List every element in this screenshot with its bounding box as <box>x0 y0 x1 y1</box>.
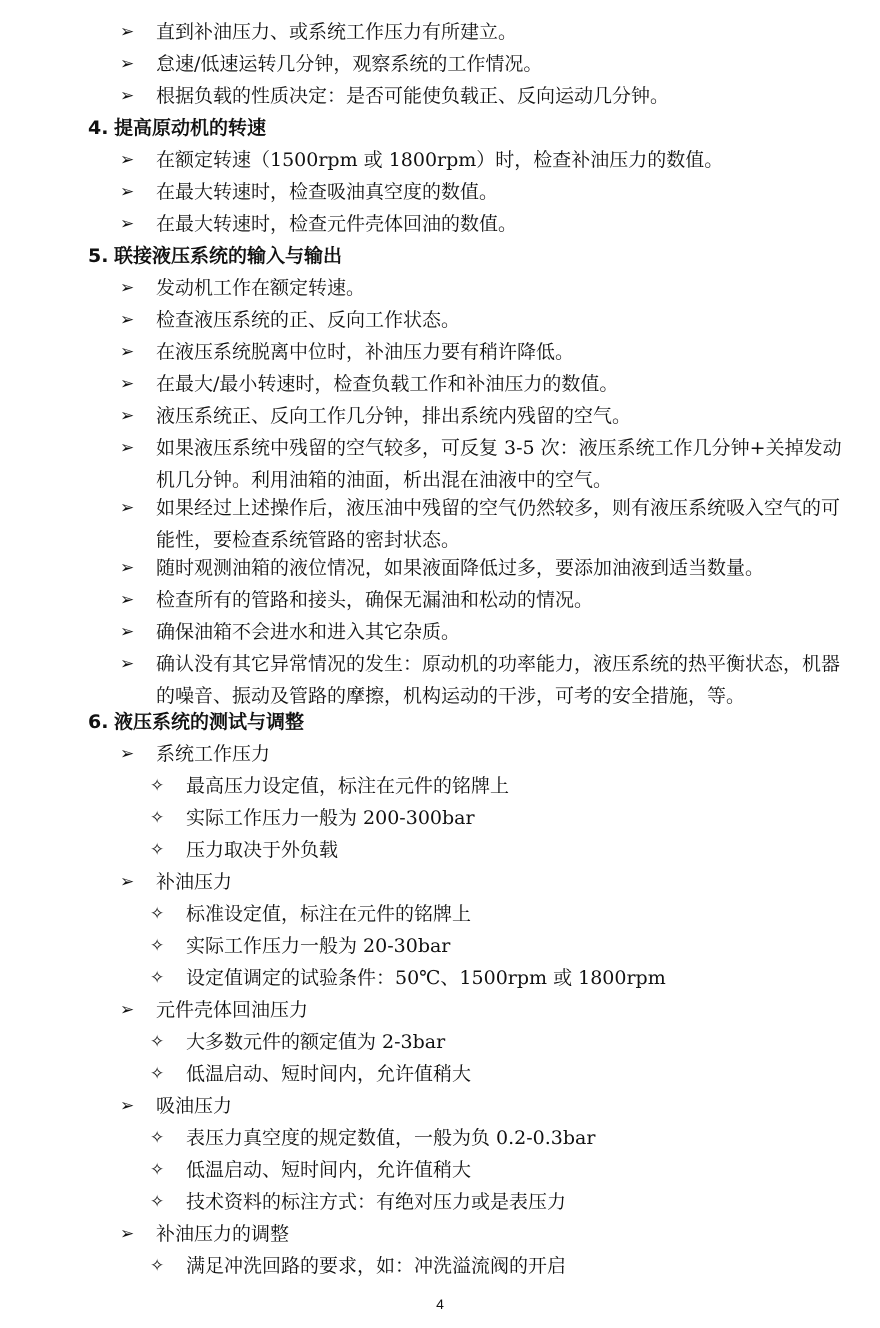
arrow-bullet-icon: ➢ <box>120 150 135 170</box>
star-bullet-icon: ✧ <box>150 776 165 796</box>
bullet-text: 在液压系统脱离中位时，补油压力要有稍许降低。 <box>156 341 575 363</box>
page-number: 4 <box>436 1296 444 1312</box>
sub-bullet-item <box>150 834 338 866</box>
sub-bullet-text: 实际工作压力一般为 20-30bar <box>186 935 451 957</box>
sub-bullet-text: 设定值调定的试验条件：50℃、1500rpm 或 1800rpm <box>186 967 666 989</box>
bullet-text: 怠速/低速运转几分钟，观察系统的工作情况。 <box>156 53 543 75</box>
section-number: 5. <box>88 245 109 267</box>
sub-bullet-item <box>150 1186 566 1218</box>
bullet-item <box>120 144 723 176</box>
bullet-item <box>120 432 848 496</box>
sub-bullet-text: 表压力真空度的规定数值，一般为负 0.2-0.3bar <box>186 1127 596 1149</box>
bullet-item <box>120 48 542 80</box>
arrow-bullet-icon: ➢ <box>120 1000 135 1020</box>
arrow-bullet-icon: ➢ <box>120 872 135 892</box>
sub-bullet-item <box>150 770 509 802</box>
star-bullet-icon: ✧ <box>150 1064 165 1084</box>
arrow-bullet-icon: ➢ <box>120 558 135 578</box>
arrow-bullet-icon: ➢ <box>120 278 135 298</box>
arrow-bullet-icon: ➢ <box>120 22 135 42</box>
bullet-text: 检查所有的管路和接头，确保无漏油和松动的情况。 <box>156 589 594 611</box>
section-title: 联接液压系统的输入与输出 <box>114 245 343 267</box>
section-number: 4. <box>88 117 109 139</box>
section-title: 提高原动机的转速 <box>114 117 267 139</box>
star-bullet-icon: ✧ <box>150 904 165 924</box>
arrow-bullet-icon: ➢ <box>120 406 135 426</box>
bullet-item <box>120 336 574 368</box>
sub-bullet-text: 最高压力设定值，标注在元件的铭牌上 <box>186 775 510 797</box>
bullet-text: 在最大转速时，检查元件壳体回油的数值。 <box>156 213 518 235</box>
section-heading <box>88 706 304 738</box>
sub-bullet-text: 压力取决于外负载 <box>186 839 339 861</box>
bullet-text: 发动机工作在额定转速。 <box>156 277 366 299</box>
sub-bullet-item <box>150 802 475 834</box>
arrow-bullet-icon: ➢ <box>120 310 135 330</box>
bullet-text: 液压系统正、反向工作几分钟，排出系统内残留的空气。 <box>156 405 632 427</box>
bullet-item <box>120 552 764 584</box>
arrow-bullet-icon: ➢ <box>120 1096 135 1116</box>
arrow-bullet-icon: ➢ <box>120 622 135 642</box>
bullet-text: 确认没有其它异常情况的发生：原动机的功率能力，液压系统的热平衡状态，机器的噪音、振动及管路的摩擦，机构运动的干涉，可考的安全措施，等。 <box>156 653 841 707</box>
arrow-bullet-icon: ➢ <box>120 498 135 518</box>
sub-bullet-text: 大多数元件的额定值为 2-3bar <box>186 1031 446 1053</box>
bullet-text: 在额定转速（1500rpm 或 1800rpm）时，检查补油压力的数值。 <box>156 149 724 171</box>
sub-bullet-item <box>150 962 666 994</box>
star-bullet-icon: ✧ <box>150 1160 165 1180</box>
bullet-item <box>120 176 498 208</box>
sub-bullet-item <box>150 898 471 930</box>
bullet-item <box>120 616 460 648</box>
star-bullet-icon: ✧ <box>150 1032 165 1052</box>
bullet-item <box>120 1218 289 1250</box>
bullet-item <box>120 368 618 400</box>
bullet-item <box>120 584 593 616</box>
sub-bullet-item <box>150 1154 471 1186</box>
bullet-text: 在最大转速时，检查吸油真空度的数值。 <box>156 181 499 203</box>
arrow-bullet-icon: ➢ <box>120 214 135 234</box>
bullet-text: 根据负载的性质决定：是否可能使负载正、反向运动几分钟。 <box>156 85 670 107</box>
bullet-text: 补油压力 <box>156 871 233 893</box>
sub-bullet-item <box>150 1250 566 1282</box>
sub-bullet-item <box>150 1026 445 1058</box>
bullet-item <box>120 492 848 556</box>
bullet-item <box>120 994 308 1026</box>
bullet-text: 吸油压力 <box>156 1095 233 1117</box>
sub-bullet-item <box>150 1058 471 1090</box>
sub-bullet-text: 低温启动、短时间内，允许值稍大 <box>186 1063 472 1085</box>
bullet-item <box>120 304 460 336</box>
bullet-text: 如果经过上述操作后，液压油中残留的空气仍然较多，则有液压系统吸入空气的可能性，要检查系统管路的密封状态。 <box>156 497 841 551</box>
arrow-bullet-icon: ➢ <box>120 342 135 362</box>
bullet-item <box>120 648 848 712</box>
arrow-bullet-icon: ➢ <box>120 744 135 764</box>
section-title: 液压系统的测试与调整 <box>114 711 305 733</box>
sub-bullet-item <box>150 1122 595 1154</box>
section-number: 6. <box>88 711 109 733</box>
bullet-text: 系统工作压力 <box>156 743 271 765</box>
bullet-item <box>120 272 365 304</box>
arrow-bullet-icon: ➢ <box>120 374 135 394</box>
star-bullet-icon: ✧ <box>150 808 165 828</box>
arrow-bullet-icon: ➢ <box>120 1224 135 1244</box>
sub-bullet-text: 技术资料的标注方式：有绝对压力或是表压力 <box>186 1191 567 1213</box>
bullet-item <box>120 866 232 898</box>
bullet-item <box>120 400 631 432</box>
bullet-text: 检查液压系统的正、反向工作状态。 <box>156 309 461 331</box>
star-bullet-icon: ✧ <box>150 1128 165 1148</box>
sub-bullet-text: 标准设定值，标注在元件的铭牌上 <box>186 903 472 925</box>
bullet-item <box>120 16 517 48</box>
sub-bullet-text: 实际工作压力一般为 200-300bar <box>186 807 475 829</box>
bullet-text: 元件壳体回油压力 <box>156 999 309 1021</box>
arrow-bullet-icon: ➢ <box>120 590 135 610</box>
bullet-item <box>120 738 270 770</box>
sub-bullet-text: 低温启动、短时间内，允许值稍大 <box>186 1159 472 1181</box>
bullet-text: 如果液压系统中残留的空气较多，可反复 3-5 次：液压系统工作几分钟+关掉发动机几分钟。利用油箱的油面，析出混在油液中的空气。 <box>156 437 842 491</box>
bullet-item <box>120 80 669 112</box>
arrow-bullet-icon: ➢ <box>120 438 135 458</box>
sub-bullet-text: 满足冲洗回路的要求，如：冲洗溢流阀的开启 <box>186 1255 567 1277</box>
bullet-text: 直到补油压力、或系统工作压力有所建立。 <box>156 21 518 43</box>
arrow-bullet-icon: ➢ <box>120 54 135 74</box>
bullet-text: 随时观测油箱的液位情况，如果液面降低过多，要添加油液到适当数量。 <box>156 557 765 579</box>
star-bullet-icon: ✧ <box>150 840 165 860</box>
bullet-item <box>120 1090 232 1122</box>
bullet-text: 确保油箱不会进水和进入其它杂质。 <box>156 621 461 643</box>
section-heading <box>88 240 342 272</box>
bullet-text: 补油压力的调整 <box>156 1223 290 1245</box>
star-bullet-icon: ✧ <box>150 1256 165 1276</box>
star-bullet-icon: ✧ <box>150 1192 165 1212</box>
arrow-bullet-icon: ➢ <box>120 86 135 106</box>
bullet-item <box>120 208 517 240</box>
star-bullet-icon: ✧ <box>150 936 165 956</box>
sub-bullet-item <box>150 930 450 962</box>
star-bullet-icon: ✧ <box>150 968 165 988</box>
arrow-bullet-icon: ➢ <box>120 654 135 674</box>
bullet-text: 在最大/最小转速时，检查负载工作和补油压力的数值。 <box>156 373 619 395</box>
arrow-bullet-icon: ➢ <box>120 182 135 202</box>
section-heading <box>88 112 266 144</box>
